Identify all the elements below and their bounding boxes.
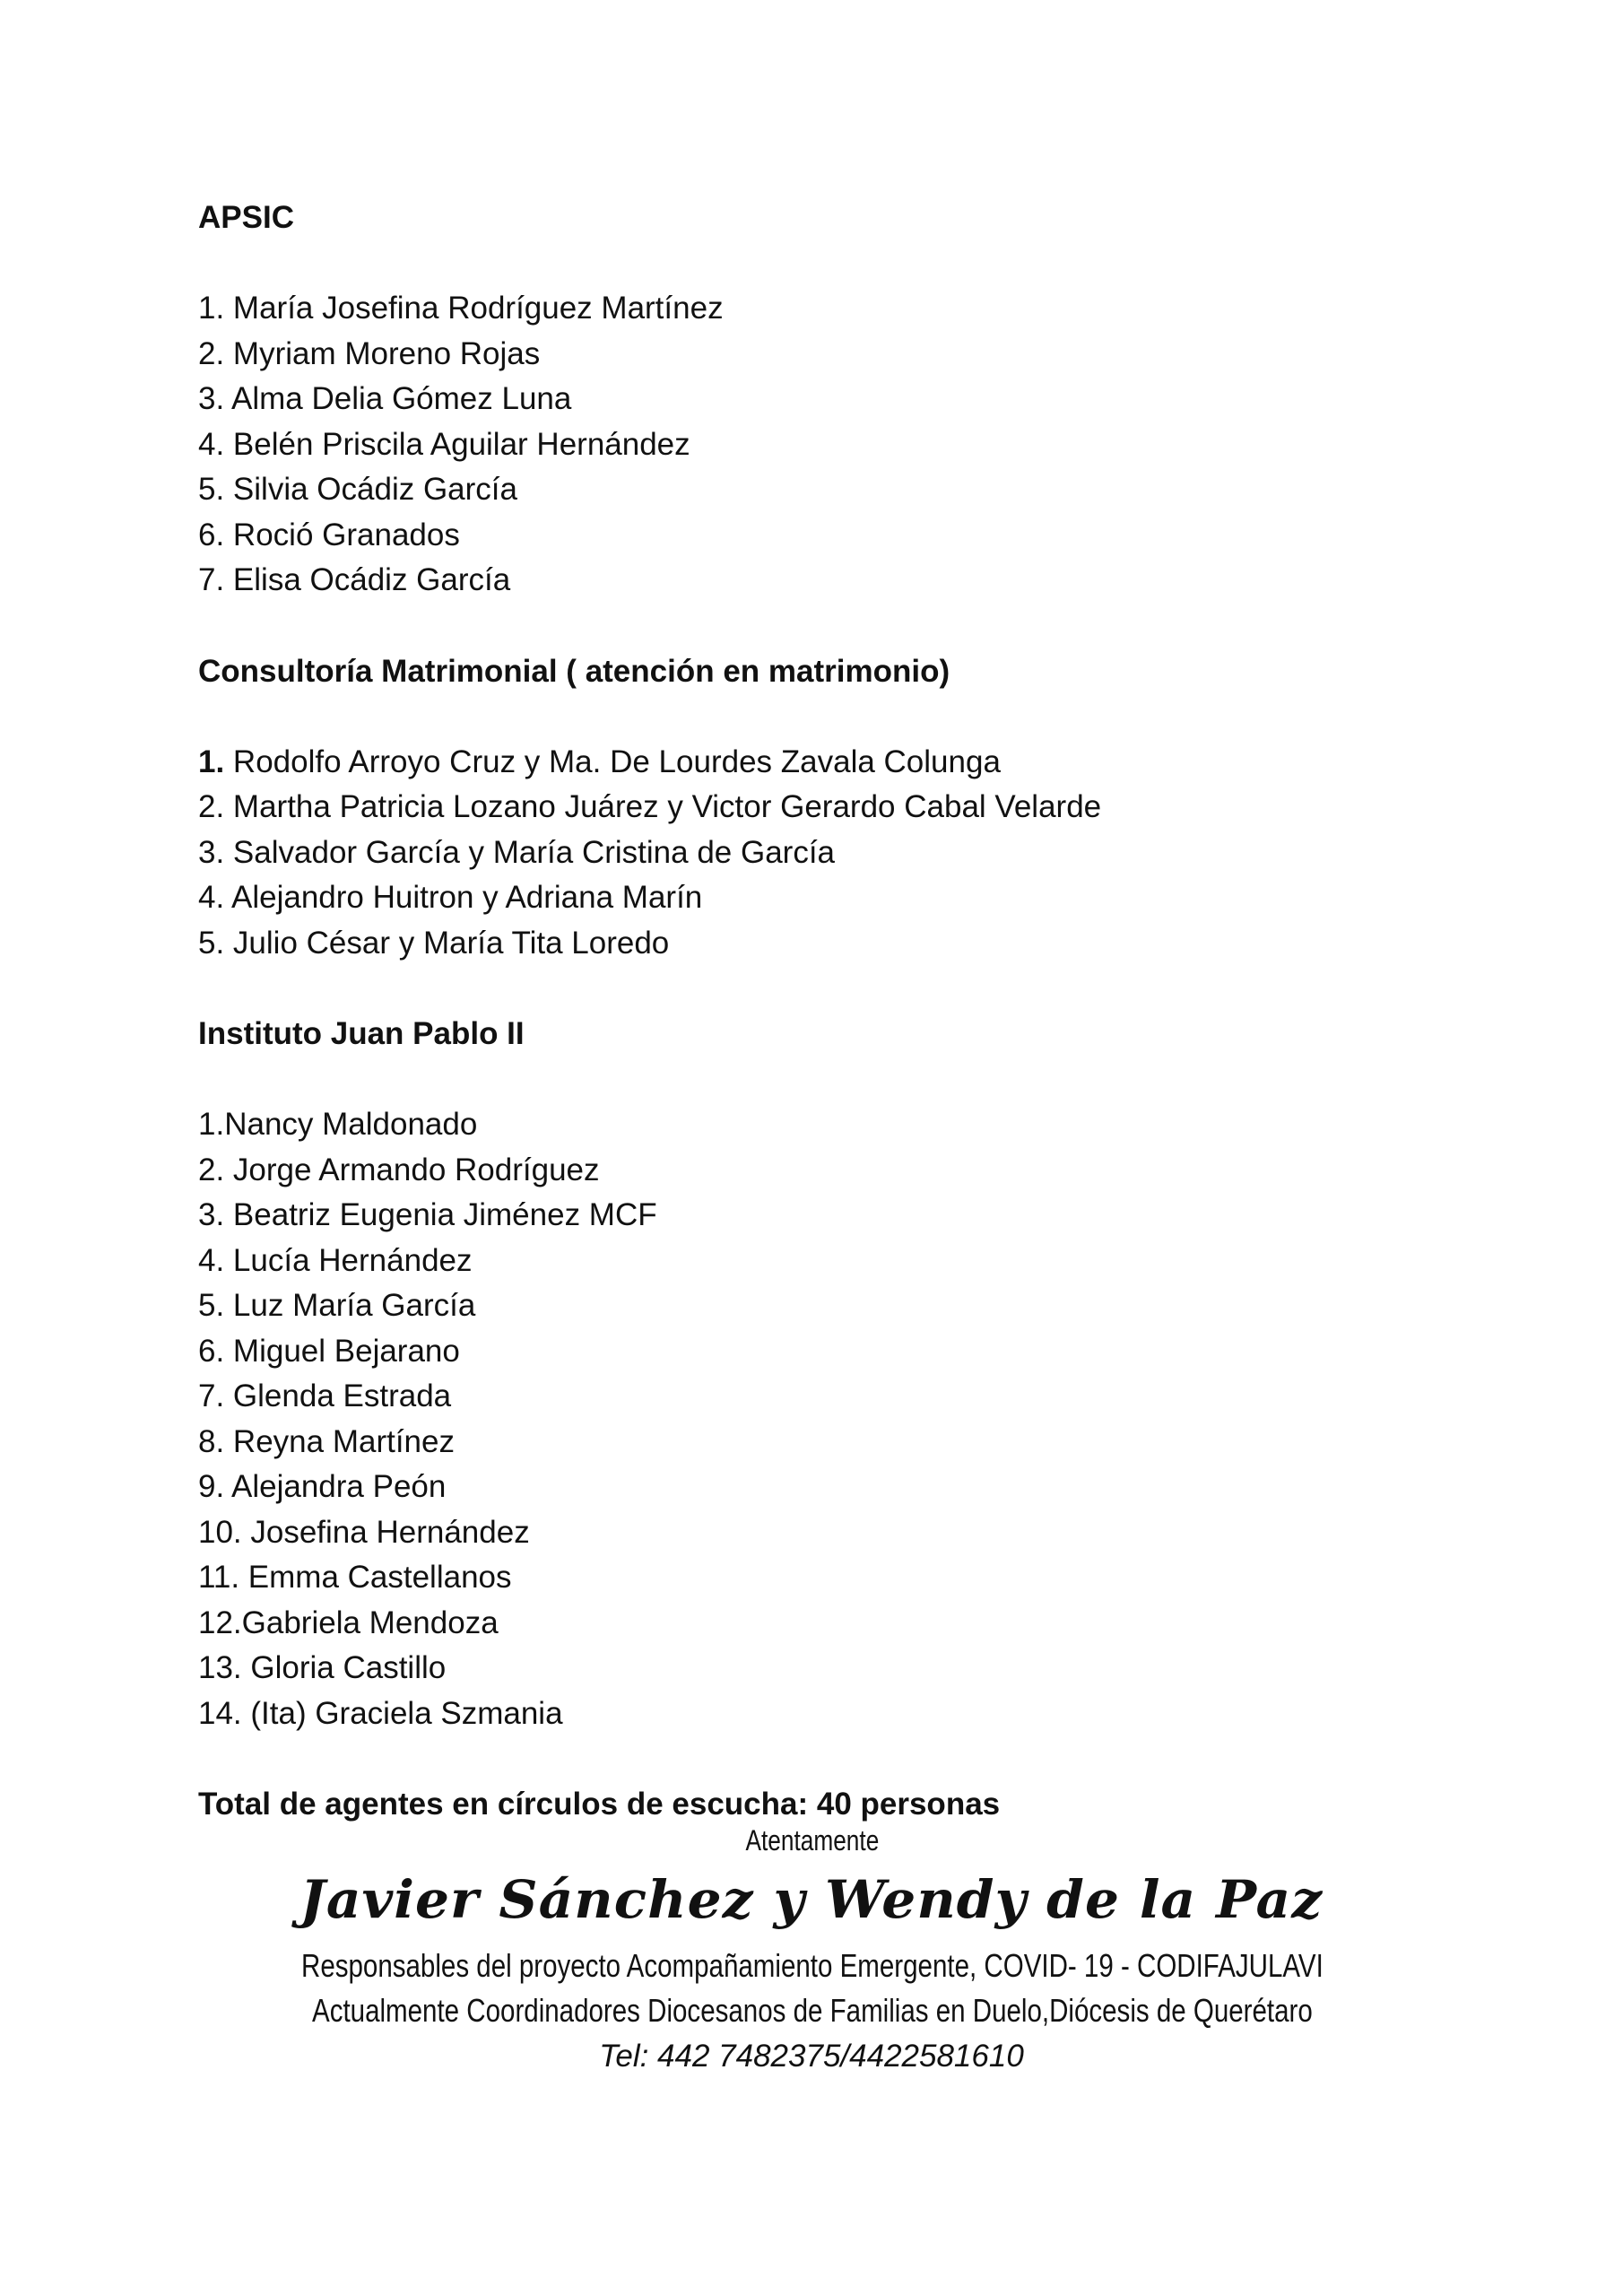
list-item: 3. Salvador García y María Cristina de García [198, 834, 836, 870]
list-item: 7. Glenda Estrada [198, 1378, 452, 1413]
list-item: 1.Nancy Maldonado [198, 1107, 478, 1142]
list-item: 10. Josefina Hernández [198, 1514, 530, 1550]
list-item: 5. Julio César y María Tita Loredo [198, 925, 670, 961]
salutation: Atentamente [745, 1824, 880, 1857]
consultoria-list [198, 740, 1454, 967]
list-item: 1. María Josefina Rodríguez Martínez [198, 291, 724, 326]
list-item: 1. Rodolfo Arroyo Cruz y Ma. De Lourdes Zavala Colunga [198, 744, 1001, 779]
list-item: 9. Alejandra Peón [198, 1469, 447, 1504]
list-item: 7. Elisa Ocádiz García [198, 562, 511, 597]
total-agents: Total de agentes en círculos de escucha: 40 personas [198, 1787, 1001, 1822]
list-item: 14. (Ita) Graciela Szmania [198, 1695, 563, 1731]
signature: Javier Sánchez y Wendy de la Paz [299, 1869, 1324, 1930]
list-item: 3. Beatriz Eugenia Jiménez MCF [198, 1197, 657, 1232]
list-item: 8. Reyna Martínez [198, 1423, 455, 1459]
list-item: 4. Belén Priscila Aguilar Hernández [198, 426, 690, 462]
document-body [198, 196, 1454, 1827]
list-item: 6. Roció Granados [198, 517, 460, 552]
list-item: 2. Jorge Armando Rodríguez [198, 1152, 600, 1187]
list-item: 5. Silvia Ocádiz García [198, 472, 517, 507]
section-title-consultoria: Consultoría Matrimonial ( atención en matrimonio) [198, 653, 950, 689]
section-title-apsic: APSIC [198, 200, 294, 235]
list-item: 6. Miguel Bejarano [198, 1333, 460, 1369]
list-item: 5. Luz María García [198, 1288, 476, 1323]
coordinators-line: Actualmente Coordinadores Diocesanos de Familias en Duelo,Diócesis de Querétaro [312, 1992, 1313, 2029]
list-item: 2. Martha Patricia Lozano Juárez y Victor Gerardo Cabal Velarde [198, 789, 1102, 824]
instituto-list [198, 1102, 1454, 1736]
apsic-list [198, 286, 1454, 604]
list-item: 12.Gabriela Mendoza [198, 1605, 499, 1640]
list-item: 11. Emma Castellanos [198, 1560, 512, 1595]
list-item: 2. Myriam Moreno Rojas [198, 335, 541, 371]
list-item: 3. Alma Delia Gómez Luna [198, 381, 572, 416]
responsibles-line: Responsables del proyecto Acompañamiento Emergente, COVID- 19 - CODIFAJULAVI [301, 1947, 1324, 1984]
telephone: Tel: 442 7482375/4422581610 [599, 2039, 1024, 2074]
section-title-instituto: Instituto Juan Pablo II [198, 1016, 525, 1051]
list-item: 4. Lucía Hernández [198, 1242, 473, 1278]
list-item: 13. Gloria Castillo [198, 1650, 447, 1685]
list-item: 4. Alejandro Huitron y Adriana Marín [198, 880, 703, 915]
